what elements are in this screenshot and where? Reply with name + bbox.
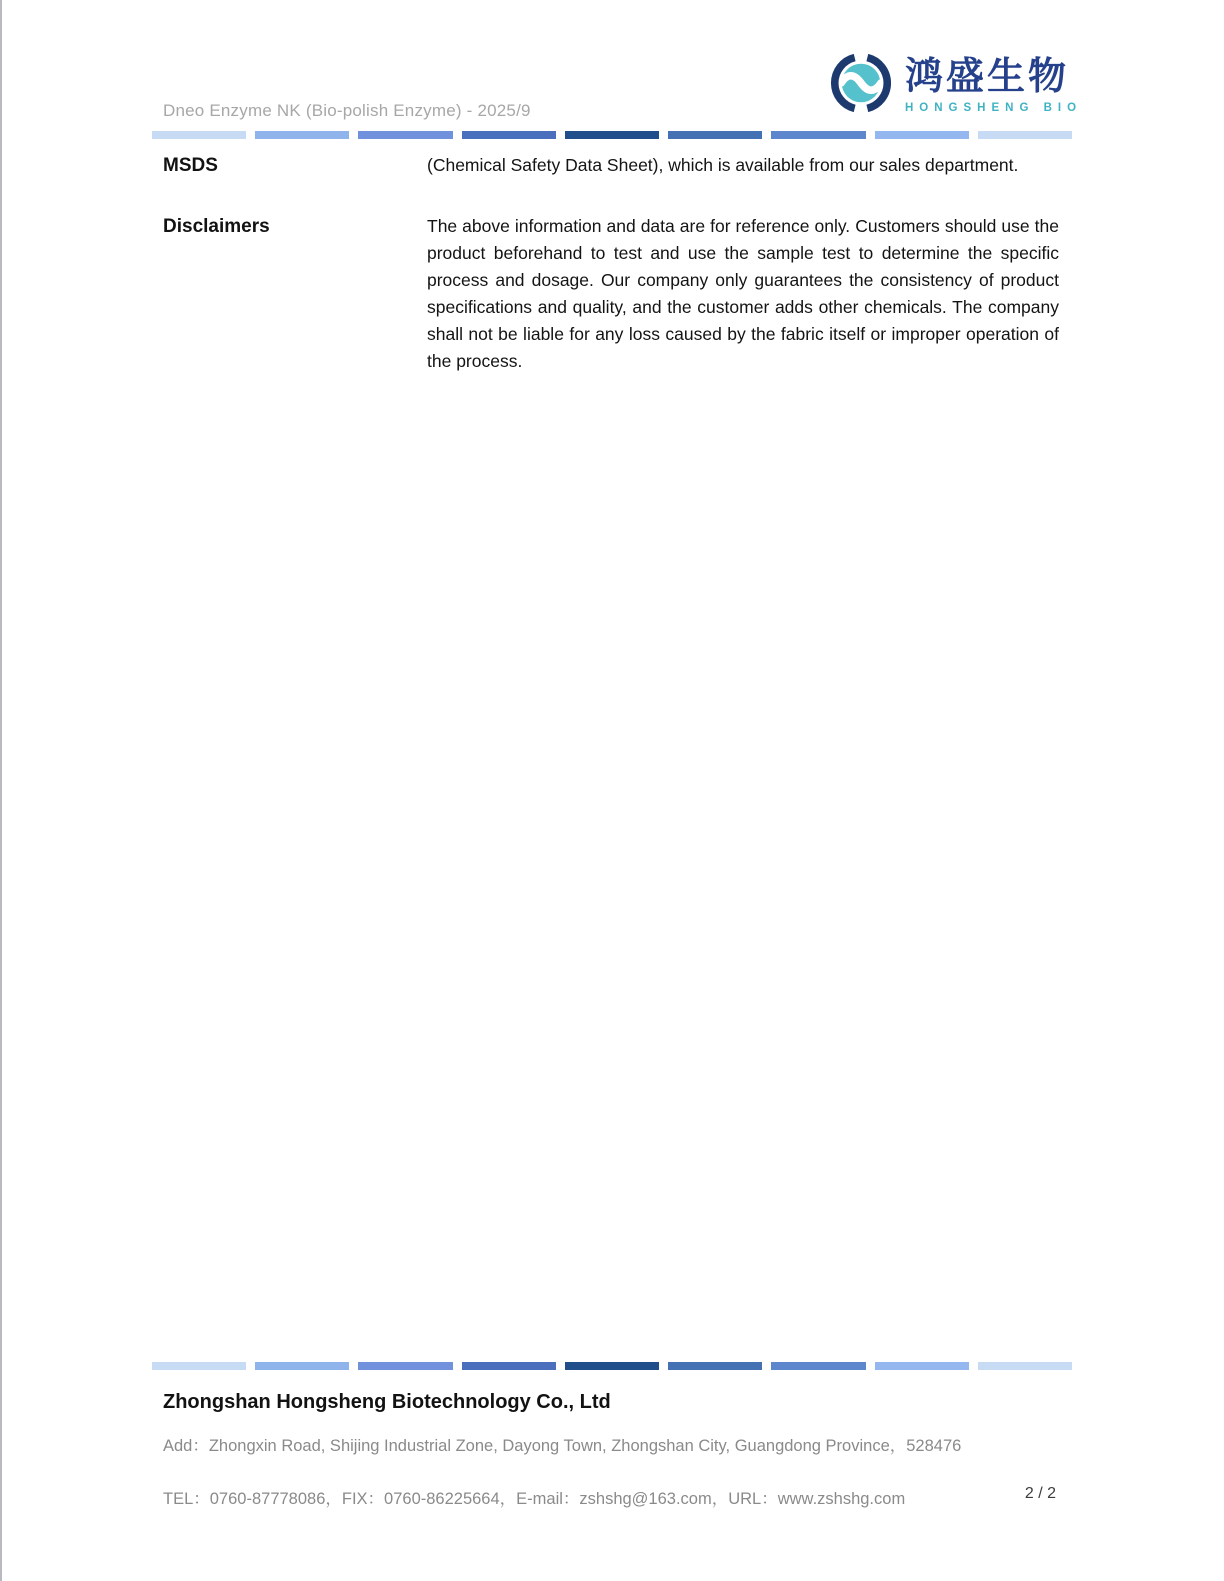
divider-segment — [565, 131, 659, 139]
divider-segment — [668, 1362, 762, 1370]
divider-segment — [152, 1362, 246, 1370]
header-divider-bar — [152, 131, 1072, 139]
footer-address-line: Add：Zhongxin Road, Shijing Industrial Zone, Dayong Town, Zhongshan City, Guangdong Province，528476 — [163, 1437, 962, 1455]
divider-segment — [668, 131, 762, 139]
logo-text-block — [905, 57, 1082, 114]
divider-segment — [875, 131, 969, 139]
footer-divider-bar — [152, 1362, 1072, 1370]
logo-chinese-name: 鸿盛生物 — [905, 56, 1070, 99]
divider-segment — [771, 131, 865, 139]
divider-segment — [565, 1362, 659, 1370]
divider-segment — [978, 131, 1072, 139]
footer-company-name: Zhongshan Hongsheng Biotechnology Co., Ltd — [163, 1391, 611, 1413]
divider-segment — [255, 131, 349, 139]
divider-segment — [358, 1362, 452, 1370]
section-label-msds: MSDS — [163, 155, 218, 176]
section-body-msds: (Chemical Safety Data Sheet), which is available from our sales department. — [427, 155, 1019, 175]
content-sections — [163, 152, 1059, 375]
footer-contacts-line: TEL：0760-87778086，FIX：0760-86225664，E-mail：zshshg@163.com，URL：www.zshshg.com — [163, 1490, 906, 1508]
company-logo — [830, 52, 1082, 119]
section-body-disclaimers: The above information and data are for reference only. Customers should use the product beforehand to test and use the sample test to determine the specific process and dosage. Our company only guarantees the consistency of product specifications and quality, and the customer adds other chemicals. The company shall not be liable for any loss caused by the fabric itself or improper operation of the process. — [427, 216, 1059, 371]
page-number: 2 / 2 — [1024, 1485, 1056, 1502]
divider-segment — [358, 131, 452, 139]
divider-segment — [875, 1362, 969, 1370]
divider-segment — [462, 1362, 556, 1370]
hongsheng-logo-icon — [830, 52, 892, 119]
divider-segment — [771, 1362, 865, 1370]
divider-segment — [978, 1362, 1072, 1370]
divider-segment — [255, 1362, 349, 1370]
divider-segment — [152, 131, 246, 139]
section-label-disclaimers: Disclaimers — [163, 216, 270, 237]
doc-header-title: Dneo Enzyme NK (Bio-polish Enzyme) - 2025/9 — [163, 101, 531, 120]
logo-english-name: HONGSHENG BIO — [905, 101, 1083, 114]
divider-segment — [462, 131, 556, 139]
